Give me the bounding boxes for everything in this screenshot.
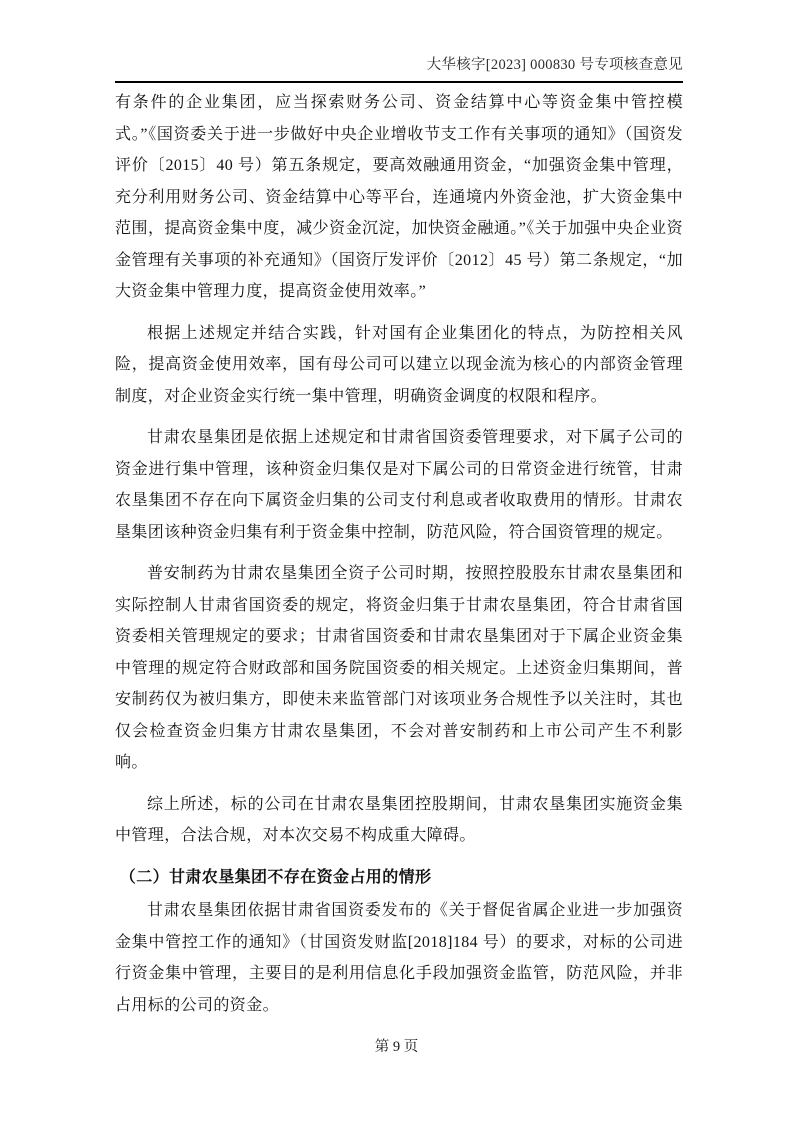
page-number: 第 9 页	[374, 1039, 419, 1055]
paragraph: 综上所述，标的公司在甘肃农垦集团控股期间，甘肃农垦集团实施资金集中管理，合法合规，对本次交易不构成重大障碍。	[115, 795, 683, 844]
paragraph: 普安制药为甘肃农垦集团全资子公司时期，按照控股股东甘肃农垦集团和实际控制人甘肃省国资委的规定，将资金归集于甘肃农垦集团，符合甘肃省国资委相关管理规定的要求；甘肃省国资委和甘肃农垦集团对于下属企业资金集中管理的规定符合财政部和国务院国资委的相关规定。上述资金归集期间，普安制药仅为被归集方，即使未来监管部门对该项业务合规性予以关注时，其也仅会检查资金归集方甘肃农垦集团，不会对普安制药和上市公司产生不利影响。	[115, 565, 683, 771]
paragraph-continuation: 有条件的企业集团，应当探索财务公司、资金结算中心等资金集中管控模式。”《国资委关于进一步做好中央企业增收节支工作有关事项的通知》（国资发评价〔2015〕40 号）第五条规定，要高效融通用资金，“加强资金集中管理，充分利用财务公司、资金结算中心等平台，连通境内外资金池，扩大资金集中范围，提高资金集中度，减少资金沉淀，加快资金融通。”《关于加强中央企业资金管理有关事项的补充通知》（国资厅发评价〔2012〕45 号）第二条规定，“加大资金集中管理力度，提高资金使用效率。”	[115, 94, 683, 300]
document-body	[115, 87, 683, 1031]
header-reference: 大华核字[2023] 000830 号专项核查意见	[426, 57, 683, 73]
paragraph: 甘肃农垦集团依据甘肃省国资委发布的《关于督促省属企业进一步加强资金集中管控工作的通知》（甘国资发财监[2018]184 号）的要求，对标的公司进行资金集中管理，主要目的是利用信息化手段加强资金监管，防范风险，并非占用标的公司的资金。	[115, 902, 683, 1014]
paragraph: 根据上述规定并结合实践，针对国有企业集团化的特点，为防控相关风险，提高资金使用效率，国有母公司可以建立以现金流为核心的内部资金管理制度，对企业资金实行统一集中管理，明确资金调度的权限和程序。	[115, 324, 683, 405]
paragraph: 甘肃农垦集团是依据上述规定和甘肃省国资委管理要求，对下属子公司的资金进行集中管理，该种资金归集仅是对下属公司的日常资金进行统管，甘肃农垦集团不存在向下属资金归集的公司支付利息或者收取费用的情形。甘肃农垦集团该种资金归集有利于资金集中控制，防范风险，符合国资管理的规定。	[115, 429, 683, 541]
header-divider	[115, 81, 683, 83]
section-heading: （二）甘肃农垦集团不存在资金占用的情形	[119, 868, 432, 886]
